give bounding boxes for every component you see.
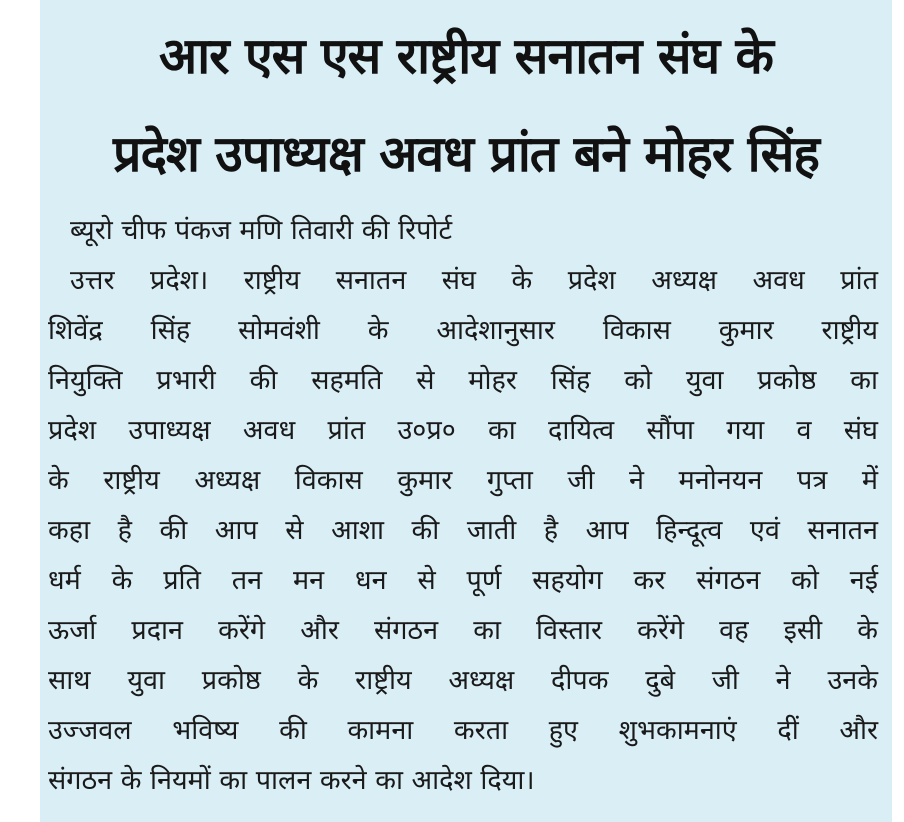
headline-line-2: प्रदेश उपाध्यक्ष अवध प्रांत बने मोहर सिंह (113, 125, 819, 183)
body-line: ऊर्जा प्रदान करेंगे और संगठन का विस्तार करेंगे वह इसी के (48, 615, 878, 646)
body-line: के राष्ट्रीय अध्यक्ष विकास कुमार गुप्ता जी ने मनोनयन पत्र में (48, 465, 878, 496)
headline-line-1: आर एस एस राष्ट्रीय सनातन संघ के (159, 27, 773, 85)
body-line: संगठन के नियमों का पालन करने का आदेश दिया। (48, 765, 535, 796)
article-body (48, 206, 878, 806)
body-line: उज्जवल भविष्य की कामना करता हुए शुभकामनाएं दीं और (48, 715, 878, 746)
body-line: प्रदेश उपाध्यक्ष अवध प्रांत उ०प्र० का दायित्व सौंपा गया व संघ (48, 415, 878, 446)
body-line: उत्तर प्रदेश। राष्ट्रीय सनातन संघ के प्रदेश अध्यक्ष अवध प्रांत (70, 265, 878, 296)
body-line: धर्म के प्रति तन मन धन से पूर्ण सहयोग कर संगठन को नई (48, 565, 878, 596)
body-line: नियुक्ति प्रभारी की सहमति से मोहर सिंह को युवा प्रकोष्ठ का (48, 365, 878, 396)
body-line: शिवेंद्र सिंह सोमवंशी के आदेशानुसार विकास कुमार राष्ट्रीय (48, 315, 878, 346)
byline: ब्यूरो चीफ पंकज मणि तिवारी की रिपोर्ट (70, 215, 453, 246)
news-clipping (40, 0, 892, 822)
body-line: कहा है की आप से आशा की जाती है आप हिन्दूत्व एवं सनातन (48, 515, 878, 546)
body-line: साथ युवा प्रकोष्ठ के राष्ट्रीय अध्यक्ष दीपक दुबे जी ने उनके (48, 665, 878, 696)
